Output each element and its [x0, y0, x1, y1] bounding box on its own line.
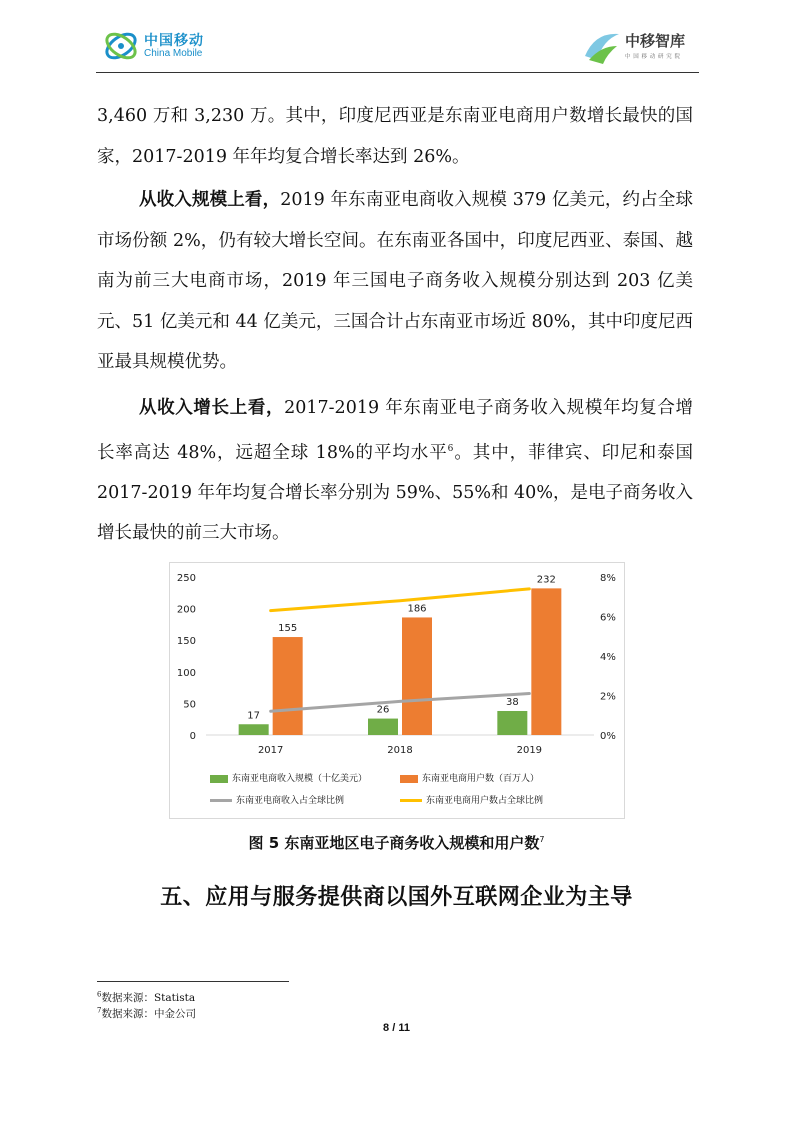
legend-swatch-revenue-share [210, 799, 232, 802]
footnote-7 [97, 1006, 196, 1021]
page-header [96, 22, 699, 72]
data-label-users: 155 [278, 623, 298, 635]
paragraph-3-text-a: 2017-2019 年东南亚电子商务收入规模年均复合增长率高达 48%，远超全球 18%的平均水平 [97, 398, 694, 463]
china-mobile-cn: 中国移动 [144, 33, 204, 49]
footnote-7-num: 7 [97, 1006, 102, 1015]
bar-users [531, 588, 561, 735]
page-number: 8 / 11 [383, 1022, 410, 1034]
legend-item-users-share [400, 793, 543, 806]
y-right-tick-label: 4% [600, 652, 616, 663]
y-right-tick-label: 0% [600, 731, 616, 742]
footnote-divider [97, 981, 289, 982]
bar-revenue [368, 719, 398, 735]
x-tick-label: 2017 [257, 745, 284, 756]
cmri-logo-icon [581, 26, 623, 68]
paragraph-3 [97, 388, 693, 554]
footnote-7-text: 数据来源：中金公司 [101, 1008, 196, 1020]
figure-caption-text: 图 5 东南亚地区电子商务收入规模和用户数 [248, 834, 540, 852]
y-left-tick-label: 250 [176, 573, 196, 584]
x-tick-label: 2018 [387, 745, 413, 756]
data-label-users: 232 [536, 574, 556, 586]
y-left-tick-label: 50 [183, 699, 196, 711]
paragraph-2 [97, 180, 693, 383]
legend-item-revenue-share [210, 793, 344, 806]
footnote-ref-7[interactable]: 7 [539, 835, 545, 844]
bar-users [273, 637, 303, 735]
y-left-tick-label: 0 [189, 731, 196, 742]
y-right-tick-label: 8% [600, 573, 616, 584]
data-label-revenue: 38 [505, 696, 519, 708]
legend-item-users [400, 771, 539, 784]
line-users-share [271, 589, 530, 611]
paragraph-2-lead: 从收入规模上看， [139, 190, 281, 210]
bar-users [402, 617, 432, 735]
legend-swatch-revenue [210, 775, 228, 783]
line-revenue-share [271, 694, 530, 712]
cmri-cn: 中移智库 [625, 32, 686, 50]
bar-revenue [239, 724, 269, 735]
chart-plot [170, 563, 624, 768]
y-left-tick-label: 100 [176, 667, 196, 679]
ecommerce-chart [169, 562, 625, 819]
china-mobile-logo [102, 28, 242, 64]
y-left-tick-label: 200 [176, 604, 196, 616]
section-heading: 五、应用与服务提供商以国外互联网企业为主导 [160, 885, 633, 910]
data-label-revenue: 26 [376, 704, 390, 716]
cmri-logo [581, 26, 699, 68]
bar-revenue [497, 711, 527, 735]
paragraph-2-text: 2019 年东南亚电商收入规模 379 亿美元，约占全球市场份额 2%，仍有较大增长空间。在东南亚各国中，印度尼西亚、泰国、越南为前三大电商市场，2019 年三国电子商务收入规模分别达到 203 亿美元、51 亿美元和 44 亿美元，三国合计占东南亚市场近 80%，其中印度尼西亚最具规模优势。 [97, 190, 693, 372]
y-right-tick-label: 6% [600, 612, 616, 624]
paragraph-3-lead: 从收入增长上看， [139, 398, 285, 418]
y-left-tick-label: 150 [176, 636, 196, 648]
legend-swatch-users [400, 775, 418, 783]
data-label-users: 186 [407, 603, 427, 615]
paragraph-1: 3,460 万和 3,230 万。其中，印度尼西亚是东南亚电商用户数增长最快的国家，2017-2019 年年均复合增长率达到 26%。 [97, 106, 693, 167]
x-tick-label: 2019 [516, 745, 543, 756]
footnote-6 [97, 990, 195, 1005]
chart-legend [210, 767, 620, 813]
data-label-revenue: 17 [247, 710, 261, 722]
legend-label-users-share: 东南亚电商用户数占全球比例 [426, 796, 544, 806]
legend-label-revenue-share: 东南亚电商收入占全球比例 [236, 796, 345, 806]
legend-swatch-users-share [400, 799, 422, 802]
legend-item-revenue [210, 771, 367, 784]
paragraph-3-text-b: 。其中，菲律宾、印尼和泰国 2017-2019 年年均复合增长率分别为 59%、55%和 40%，是电子商务收入增长最快的前三大市场。 [97, 442, 694, 544]
footnote-6-text: 数据来源：Statista [101, 992, 196, 1004]
legend-label-users: 东南亚电商用户数（百万人） [422, 774, 540, 784]
footnote-6-num: 6 [97, 990, 102, 999]
legend-label-revenue: 东南亚电商收入规模（十亿美元） [232, 774, 368, 784]
y-right-tick-label: 2% [600, 691, 616, 703]
cmri-sub: 中 国 移 动 研 究 院 [625, 54, 681, 60]
china-mobile-logo-icon [102, 28, 140, 64]
figure-caption [0, 832, 793, 853]
china-mobile-en: China Mobile [144, 48, 203, 59]
header-divider [96, 72, 699, 73]
footnote-ref-6[interactable]: 6 [447, 443, 454, 454]
